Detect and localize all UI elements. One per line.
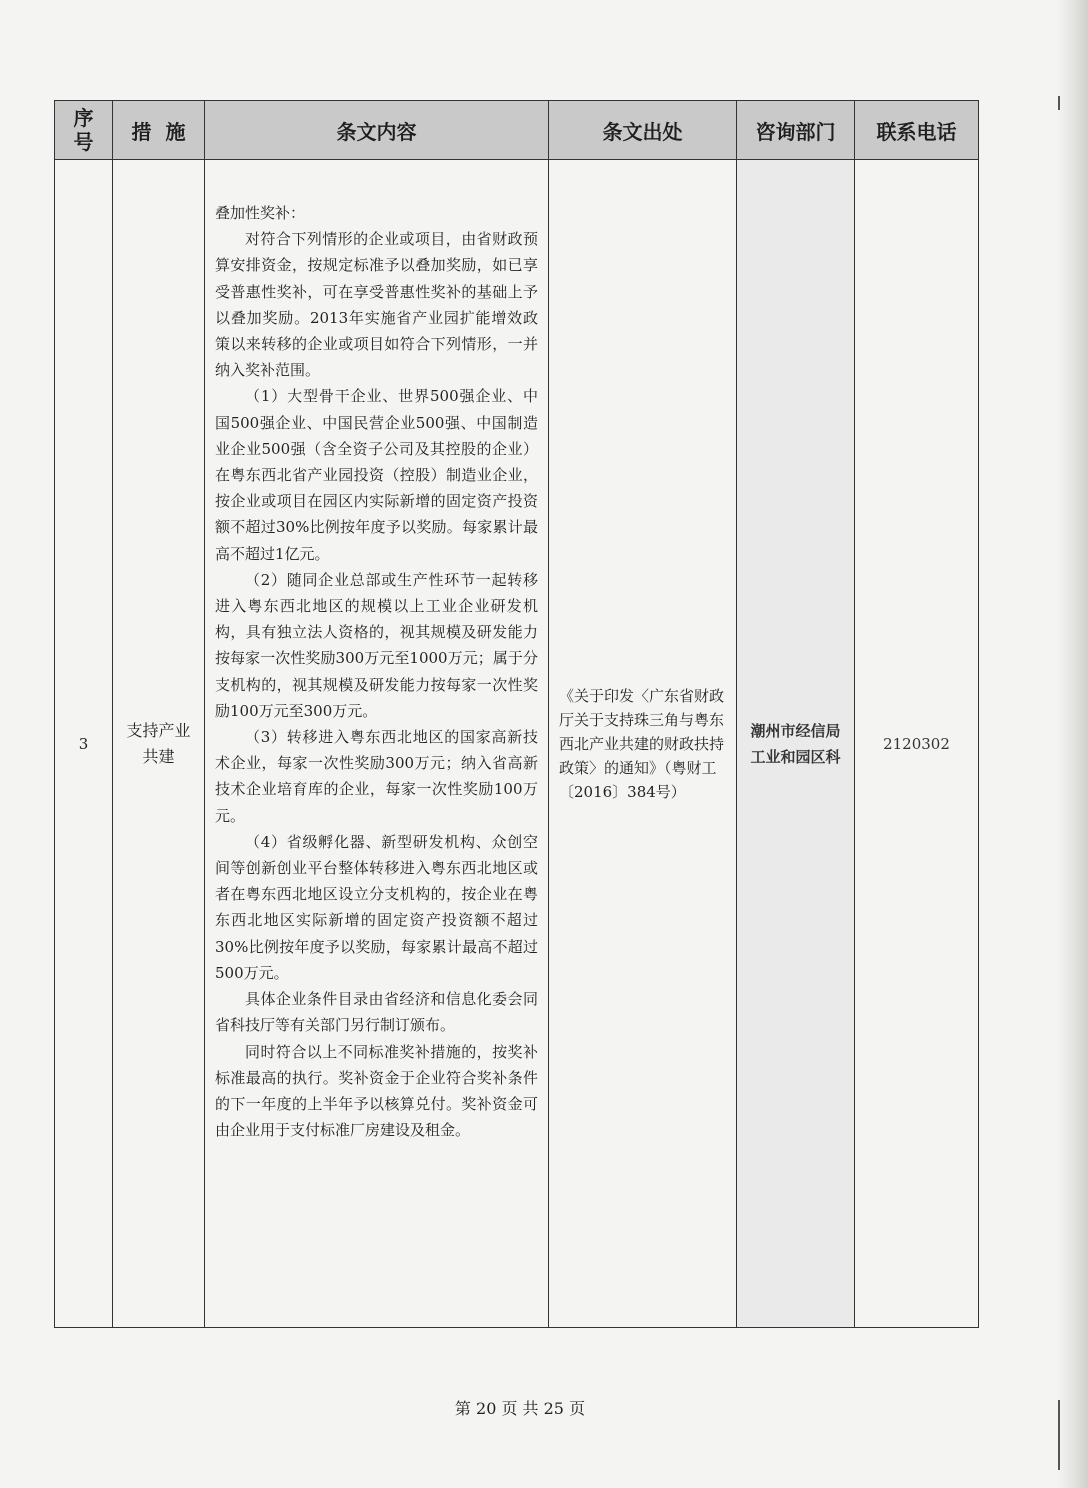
measure-text: 支持产业共建 [126,720,191,766]
policy-table [54,100,979,1328]
row-dept: 潮州市经信局 工业和园区科 [737,160,855,1328]
header-phone: 联系电话 [855,101,979,160]
content-paragraph: 同时符合以上不同标准奖补措施的，按奖补标准最高的执行。奖补资金于企业符合奖补条件的下一年度的上半年予以核算兑付。奖补资金可由企业用于支付标准厂房建设及租金。 [215,1042,538,1140]
table-header-row [55,101,979,160]
row-source: 《关于印发〈广东省财政厅关于支持珠三角与粤东西北产业共建的财政扶持政策〉的通知》（粤财工〔2016〕384号） [549,160,737,1328]
row-measure [113,160,205,1328]
content-paragraph: （2）随同企业总部或生产性环节一起转移进入粤东西北地区的规模以上工业企业研发机构，具有独立法人资格的，视其规模及研发能力按每家一次性奖励300万元至1000万元；属于分支机构的，视其规模及研发能力按每家一次性奖励100万元至300万元。 [215,570,538,720]
table-row [55,160,979,1328]
content-paragraph: （3）转移进入粤东西北地区的国家高新技术企业，每家一次性奖励300万元；纳入省高新技术企业培育库的企业，每家一次性奖励100万元。 [215,728,538,825]
scan-mark [1058,1400,1060,1470]
header-dept: 咨询部门 [737,101,855,160]
content-paragraph: （1）大型骨干企业、世界500强企业、中国500强企业、中国民营企业500强、中国制造业企业500强（含全资子公司及其控股的企业）在粤东西北省产业园投资（控股）制造业企业，按企业或项目在园区内实际新增的固定资产投资额不超过30%比例按年度予以奖励。每家累计最高不超过1亿元。 [215,387,538,563]
header-content: 条文内容 [205,101,549,160]
page-edge [1058,0,1088,1488]
row-seq: 3 [55,160,113,1328]
content-paragraph: 具体企业条件目录由省经济和信息化委会同省科技厅等有关部门另行制订颁布。 [215,990,538,1035]
header-measure: 措 施 [113,101,205,160]
header-source: 条文出处 [549,101,737,160]
content-paragraph: （4）省级孵化器、新型研发机构、众创空间等创新创业平台整体转移进入粤东西北地区或者在粤东西北地区设立分支机构的，按企业在粤东西北地区实际新增的固定资产投资额不超过30%比例按年度予以奖励，每家累计最高不超过500万元。 [215,832,538,982]
scan-mark [1058,96,1060,110]
header-seq: 序 号 [55,101,113,160]
content-paragraph: 叠加性奖补： [215,204,306,222]
content-paragraph: 对符合下列情形的企业或项目，由省财政预算安排资金，按规定标准予以叠加奖励，如已享受普惠性奖补，可在享受普惠性奖补的基础上予以叠加奖励。2013年实施省产业园扩能增效政策以来转移的企业或项目如符合下列情形，一并纳入奖补范围。 [215,230,538,380]
row-content [205,160,549,1328]
page-number: 第 20 页 共 25 页 [454,1399,586,1418]
row-phone: 2120302 [855,160,979,1328]
